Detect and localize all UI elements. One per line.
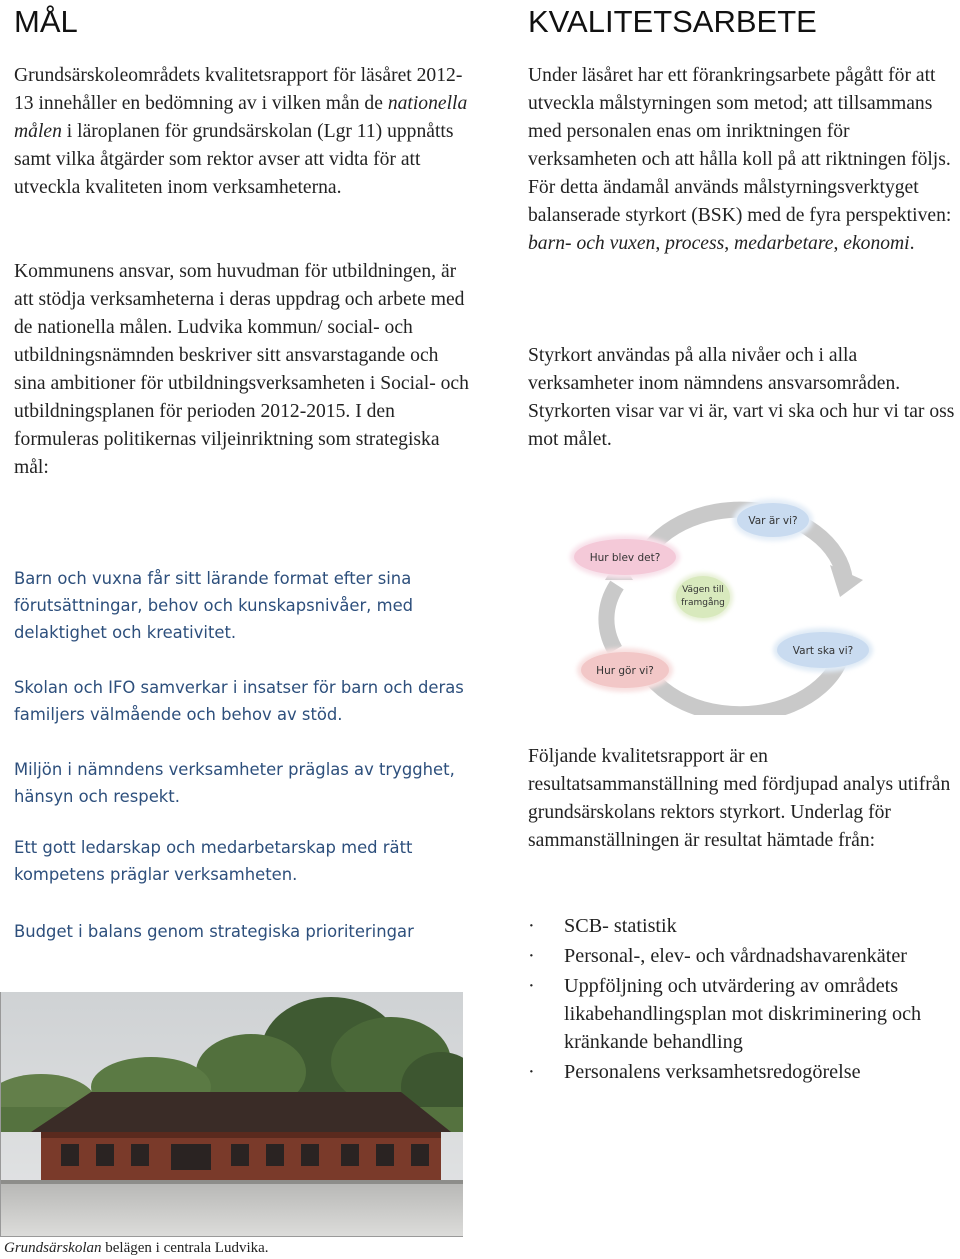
bullet-marker: ·	[528, 945, 535, 967]
node-vart-ska-vi	[773, 628, 873, 672]
source-item-1-text: SCB- statistik	[564, 915, 677, 937]
kvalitet-paragraph-3: Följande kvalitetsrapport är en resultatsammanställning med fördjupad analys utifrån grundsärskolans rektors styrkort. Underlag för sammanställningen är resultat hämtade från:	[528, 746, 951, 851]
bullet-marker: ·	[528, 915, 535, 937]
perspective-ekonomi: ekonomi	[843, 233, 910, 254]
perspective-barn-vuxen: barn- och vuxen	[528, 233, 656, 254]
node-var-ar-vi-label: Var är vi?	[748, 515, 798, 527]
goal-item-5: Budget i balans genom strategiska prioriteringar	[14, 922, 414, 941]
source-item-2	[528, 942, 948, 970]
goal-item-2: Skolan och IFO samverkar i insatser för barn och deras familjers välmående och behov av stöd.	[14, 678, 464, 724]
goal-item-1: Barn och vuxna får sitt lärande format efter sina förutsättningar, behov och kunskapsnivåer, med delaktighet och kreativitet.	[14, 569, 414, 642]
kvalitet-paragraph-1	[528, 62, 958, 258]
source-item-4	[528, 1058, 948, 1086]
mal-p1-text: Grundsärskoleområdets kvalitetsrapport för läsåret 2012- 13 innehåller en bedömning av i vilken mån de	[14, 65, 463, 114]
center-line-1: Vägen till	[682, 585, 724, 595]
kvalitet-paragraph-2: Styrkort användas på alla nivåer och i alla verksamheter inom nämndens ansvarsområden. Styrkorten visar var vi är, vart vi ska och hur vi tar oss mot målet.	[528, 345, 955, 450]
mal-p1-text-end: i läroplanen för grundsärskolan (Lgr 11) uppnåtts samt vilka åtgärder som rektor avser att vidta för att utveckla kvaliteten inom verksamheterna.	[14, 121, 454, 198]
caption-text: belägen i centrala Ludvika.	[101, 1240, 269, 1256]
caption-emph: Grundsärskolan	[4, 1240, 102, 1256]
school-photo	[0, 992, 463, 1237]
mal-paragraph-1	[14, 62, 472, 202]
node-hur-gor-vi-label: Hur gör vi?	[596, 665, 654, 677]
node-hur-gor-vi	[577, 648, 673, 692]
node-var-ar-vi	[733, 499, 813, 541]
heading-mal: MÅL	[14, 4, 78, 39]
center-line-2: framgång	[681, 598, 725, 608]
perspective-process: process	[665, 233, 725, 254]
perspective-medarbetare: medarbetare	[734, 233, 834, 254]
source-item-2-text: Personal-, elev- och vårdnadshavarenkäter	[564, 945, 908, 967]
center-node	[673, 573, 733, 621]
quality-cycle-diagram	[545, 485, 905, 715]
photo-caption	[4, 1239, 269, 1257]
source-item-3-text: Uppföljning och utvärdering av områdets likabehandlingsplan mot diskriminering och kränkande behandling	[564, 975, 922, 1053]
school-building-illustration	[1, 992, 463, 1236]
source-item-3	[528, 972, 948, 1056]
kvalitet-p1-sep-3: ,	[833, 233, 844, 254]
node-hur-blev-det-label: Hur blev det?	[589, 552, 661, 564]
goal-item-3: Miljön i nämndens verksamheter präglas av trygghet, hänsyn och respekt.	[14, 760, 455, 806]
goal-item-4: Ett gott ledarskap och medarbetarskap med rätt kompetens präglar verksamheten.	[14, 838, 413, 884]
kvalitet-p1-text: Under läsåret har ett förankringsarbete pågått för att utveckla målstyrningen som metod; att tillsammans med personalen enas om inriktningen för verksamheten och att hålla koll på att riktningen följs. För detta ändamål används målstyrningsverktyget balanserade styrkort (BSK) med de fyra perspektiven:	[528, 65, 952, 226]
mal-paragraph-2: Kommunens ansvar, som huvudman för utbildningen, är att stödja verksamheterna i deras uppdrag och arbete med de nationella målen. Ludvika kommun/ social- och utbildningsnämnden beskriver sitt ansvarstagande och sina ambitioner för utbildningsverksamheten i Social- och utbildningsplanen för perioden 2012-2015. I den formuleras politikernas viljeinriktning som strategiska mål:	[14, 261, 469, 478]
sources-list	[528, 912, 948, 1088]
source-item-1	[528, 912, 948, 940]
node-vart-ska-vi-label: Vart ska vi?	[792, 645, 854, 657]
kvalitet-p1-sep-2: ,	[724, 233, 735, 254]
node-hur-blev-det	[570, 535, 680, 579]
source-item-4-text: Personalens verksamhetsredogörelse	[564, 1061, 861, 1083]
bullet-marker: ·	[528, 975, 535, 997]
kvalitet-p1-sep-1: ,	[655, 233, 666, 254]
mal-p1-emph: nationella målen	[14, 93, 468, 142]
bullet-marker: ·	[528, 1061, 535, 1083]
heading-kvalitetsarbete: KVALITETSARBETE	[528, 4, 817, 39]
kvalitet-p1-end: .	[909, 233, 915, 254]
